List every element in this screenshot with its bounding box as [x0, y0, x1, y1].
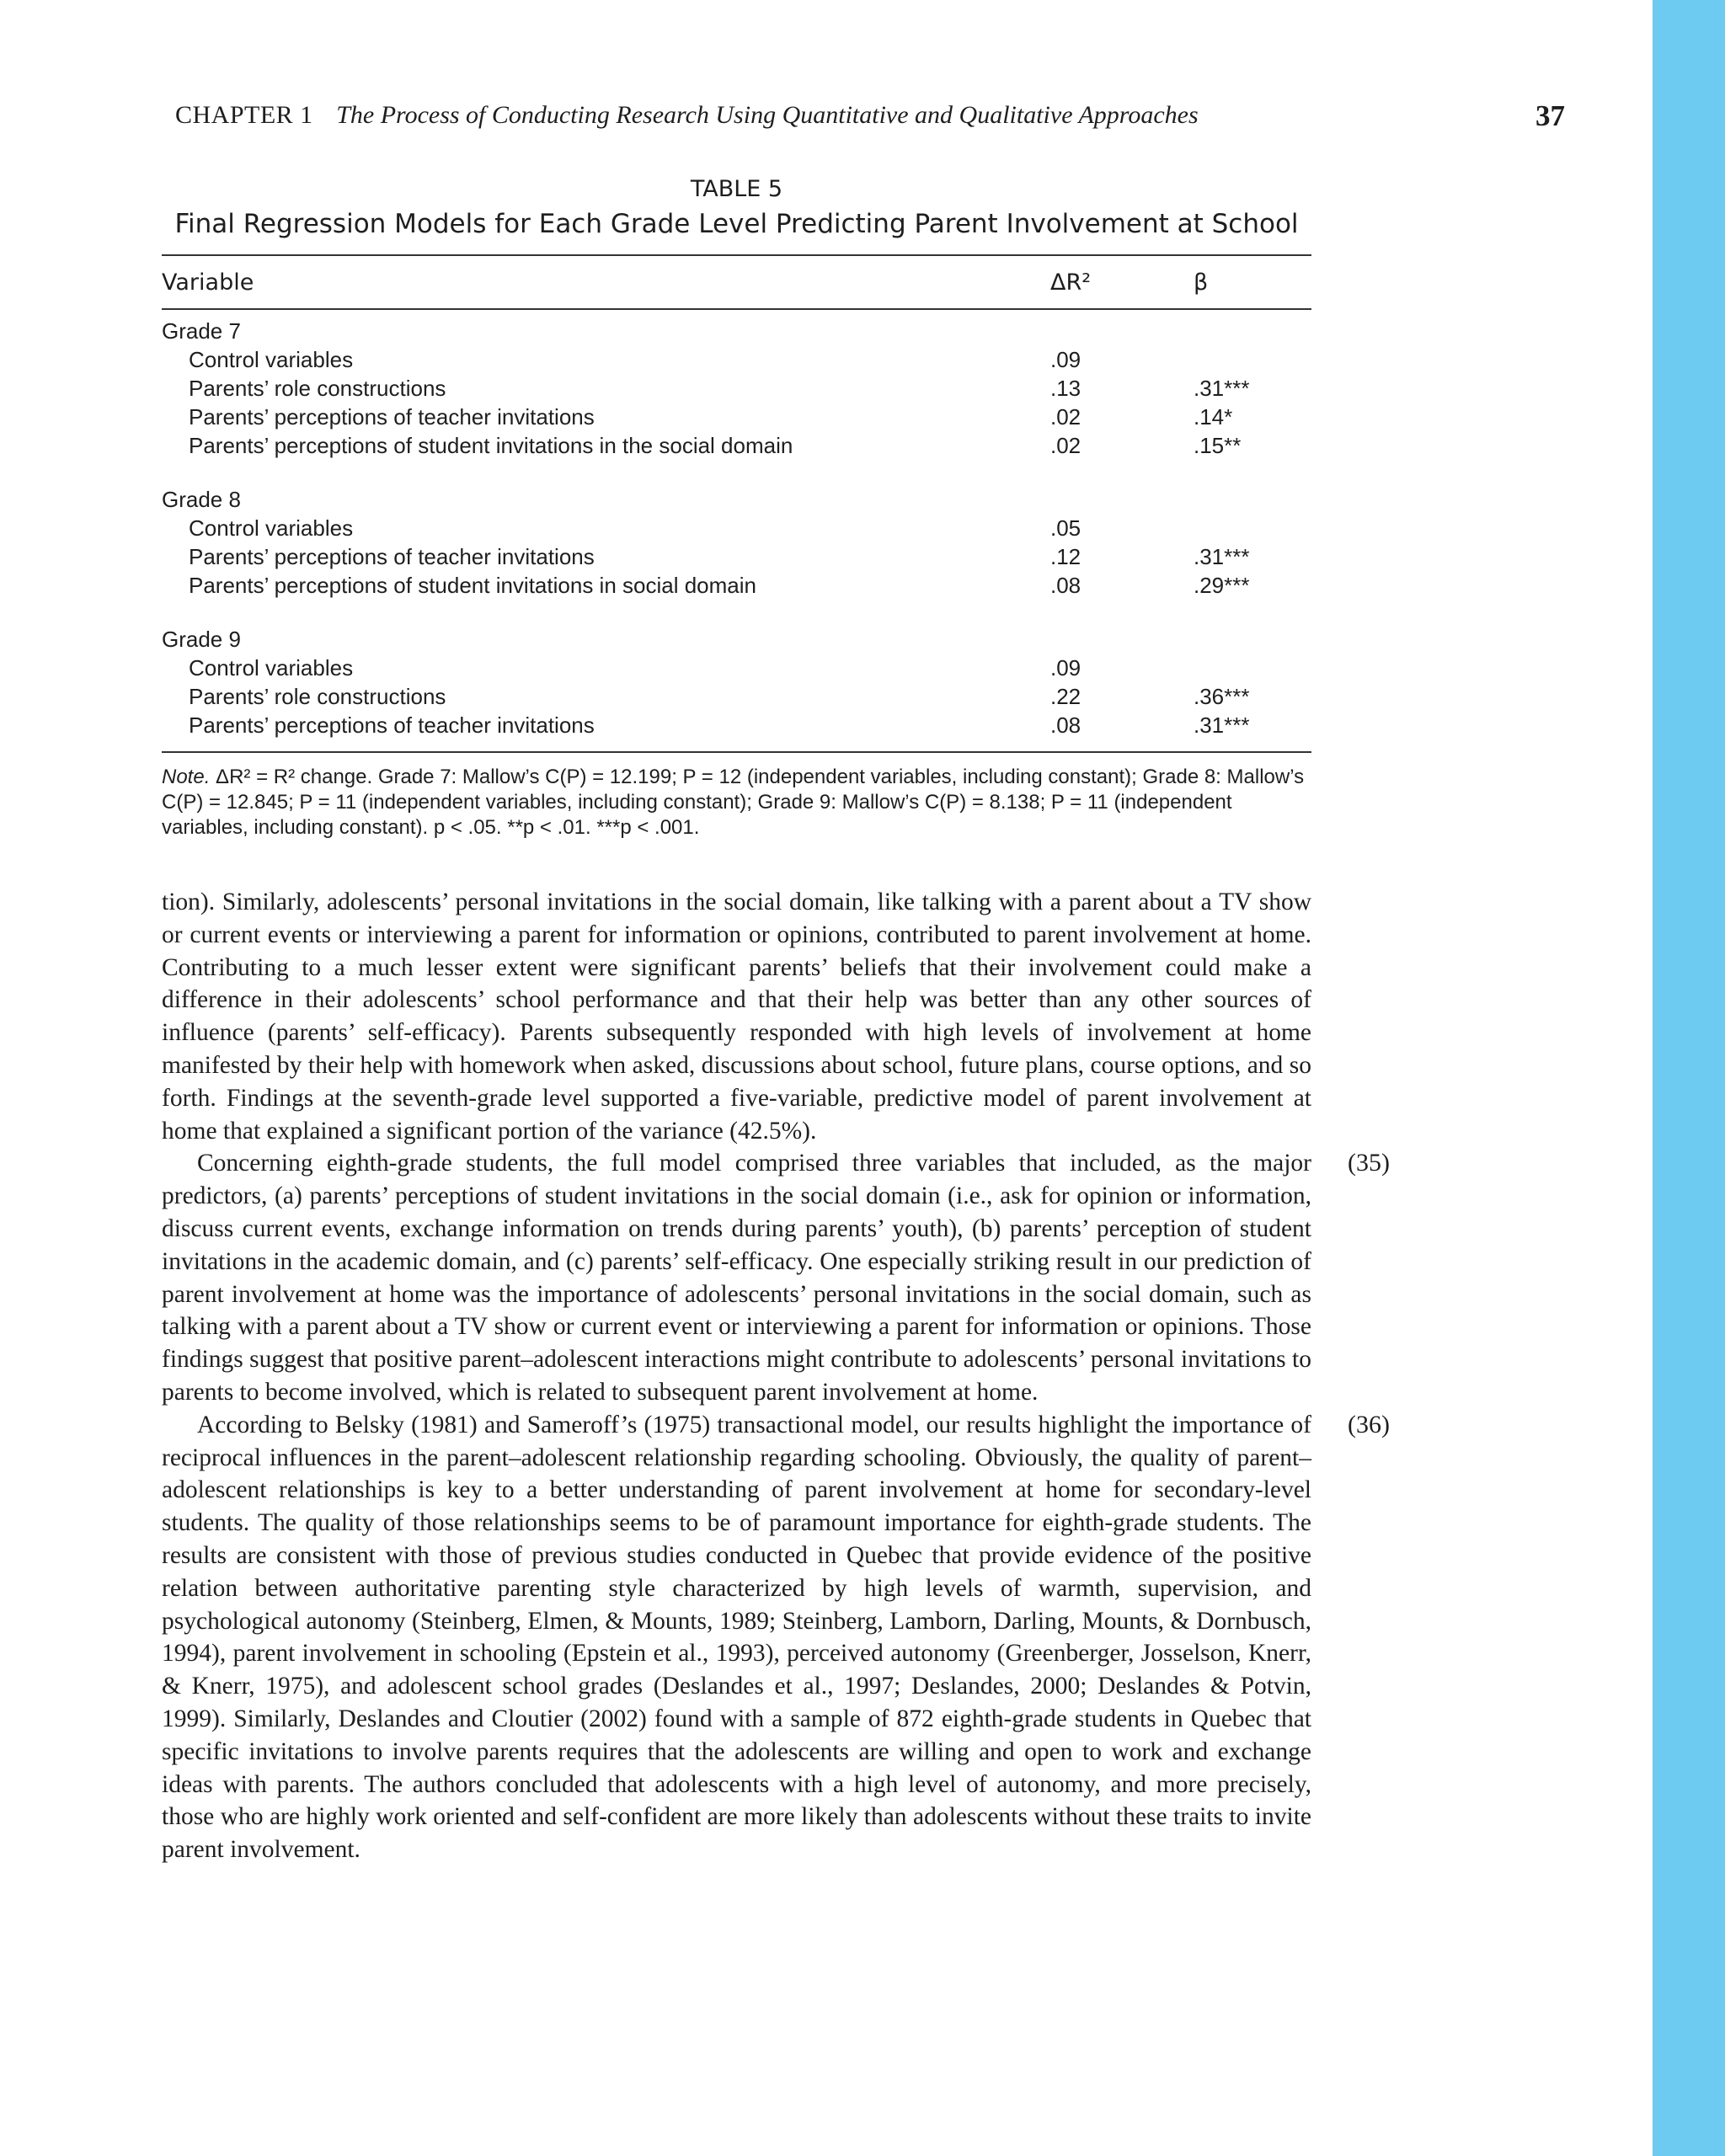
table-note: [162, 765, 1311, 841]
table-row: Control variables .09: [189, 347, 1081, 372]
column-variable: Variable: [162, 269, 254, 296]
group-heading: Grade 7: [162, 318, 241, 344]
column-beta: β: [1194, 269, 1209, 296]
table-row: Parents’ perceptions of student invitations in social domain .08 .29***: [189, 573, 1250, 598]
table-row: Control variables .09: [189, 655, 1081, 680]
table-body: [162, 310, 1311, 751]
group-heading: Grade 8: [162, 487, 241, 512]
note-label: Note.: [162, 766, 211, 788]
table-row: Parents’ role constructions .22 .36***: [189, 684, 1250, 709]
regression-table: [162, 173, 1311, 841]
chapter-label: CHAPTER 1: [175, 101, 313, 129]
note-text: ΔR² = R² change. Grade 7: Mallow’s C(P) = 12.199; P = 12 (independent variables, including constant); Grade 8: Mallow’s C(P) = 12.845; P = 11 (independent variables, including constant); Grade 9: Mallow’s C(P) = 8.138; P = 11 (independent variables, including constant). p < .05. **p < .01. ***p < .001.: [162, 766, 1305, 839]
paragraph-36: (36) According to Belsky (1981) and Sameroff’s (1975) transactional model, our results highlight the importance of reciprocal influences in the parent–adolescent relationship regarding schooling. Obviously, the quality of parent–adolescent relationships is key to a better understanding of parent involvement at home for secondary-level students. The quality of those relationships seems to be of paramount importance for eighth-grade students. The results are consistent with those of previous studies conducted in Quebec that provide evidence of the positive relation between authoritative parenting style characterized by high levels of warmth, supervision, and psychological autonomy (Steinberg, Elmen, & Mounts, 1989; Steinberg, Lamborn, Darling, Mounts, & Dornbusch, 1994), parent involvement in schooling (Epstein et al., 1993), perceived autonomy (Greenberger, Josselson, Knerr, & Knerr, 1975), and adolescent school grades (Deslandes et al., 1997; Deslandes, 2000; Deslandes & Potvin, 1999). Similarly, Deslandes and Cloutier (2002) found with a sample of 872 eighth-grade students in Quebec that specific invitations to involve parents requires that the adolescents are willing and open to work and exchange ideas with parents. The authors concluded that adolescents with a high level of autonomy, and more precisely, those who are highly work oriented and self-confident are more likely than adolescents without these traits to invite parent involvement.: [162, 1410, 1390, 1864]
table-row: Parents’ perceptions of student invitations in the social domain .02 .15**: [189, 433, 1242, 458]
table-row: Control variables .05: [189, 515, 1081, 541]
chapter-title: The Process of Conducting Research Using Quantitative and Qualitative Approaches: [336, 101, 1199, 129]
paragraph-35: (35) Concerning eighth-grade students, the full model comprised three variables that included, as the major predictors, (a) parents’ perceptions of student invitations in the social domain (i.e., ask for opinion or information, discuss current events, exchange information on trends during parents’ youth), (b) parents’ perception of student invitations in the academic domain, and (c) parents’ self-efficacy. One especially striking result in our prediction of parent involvement at home was the importance of adolescents’ personal invitations in the social domain, such as talking with a parent about a TV show or current event or interviewing a parent for information or opinions. Those findings suggest that positive parent–adolescent interactions might contribute to adolescents’ personal invitations to parents to become involved, which is related to subsequent parent involvement at home.: [162, 1149, 1390, 1406]
column-delta-r2: ΔR²: [1050, 269, 1092, 296]
side-color-bar: [1653, 0, 1725, 2156]
running-head: [175, 101, 1312, 130]
table-row: Parents’ perceptions of teacher invitations .08 .31***: [189, 712, 1250, 738]
table-column-header: [162, 256, 1311, 308]
table-row: Parents’ perceptions of teacher invitations .12 .31***: [189, 544, 1250, 569]
table-row: Parents’ role constructions .13 .31***: [189, 376, 1250, 401]
page-number: 37: [1535, 99, 1565, 132]
table-title: Final Regression Models for Each Grade Level Predicting Parent Involvement at School: [174, 209, 1299, 239]
table-row: Parents’ perceptions of teacher invitations .02 .14*: [189, 404, 1233, 430]
body-text: [162, 886, 1390, 1866]
paragraph-continued: tion). Similarly, adolescents’ personal invitations in the social domain, like talking with a parent about a TV show or current events or interviewing a parent for information or opinions, contributed to parent involvement at home. Contributing to a much lesser extent were significant parents’ beliefs that their involvement could make a difference in their adolescents’ school performance and that their help was better than any other sources of influence (parents’ self-efficacy). Parents subsequently responded with high levels of involvement at home manifested by their help with homework when asked, discussions about school, future plans, course options, and so forth. Findings at the seventh-grade level supported a five-variable, predictive model of parent involvement at home that explained a significant portion of the variance (42.5%).: [162, 889, 1311, 1145]
paragraph-number: (35): [1348, 1149, 1390, 1177]
group-heading: Grade 9: [162, 627, 241, 652]
table-bottom-rule: [162, 751, 1311, 753]
paragraph-number: (36): [1348, 1410, 1390, 1438]
table-label: TABLE 5: [690, 176, 783, 202]
